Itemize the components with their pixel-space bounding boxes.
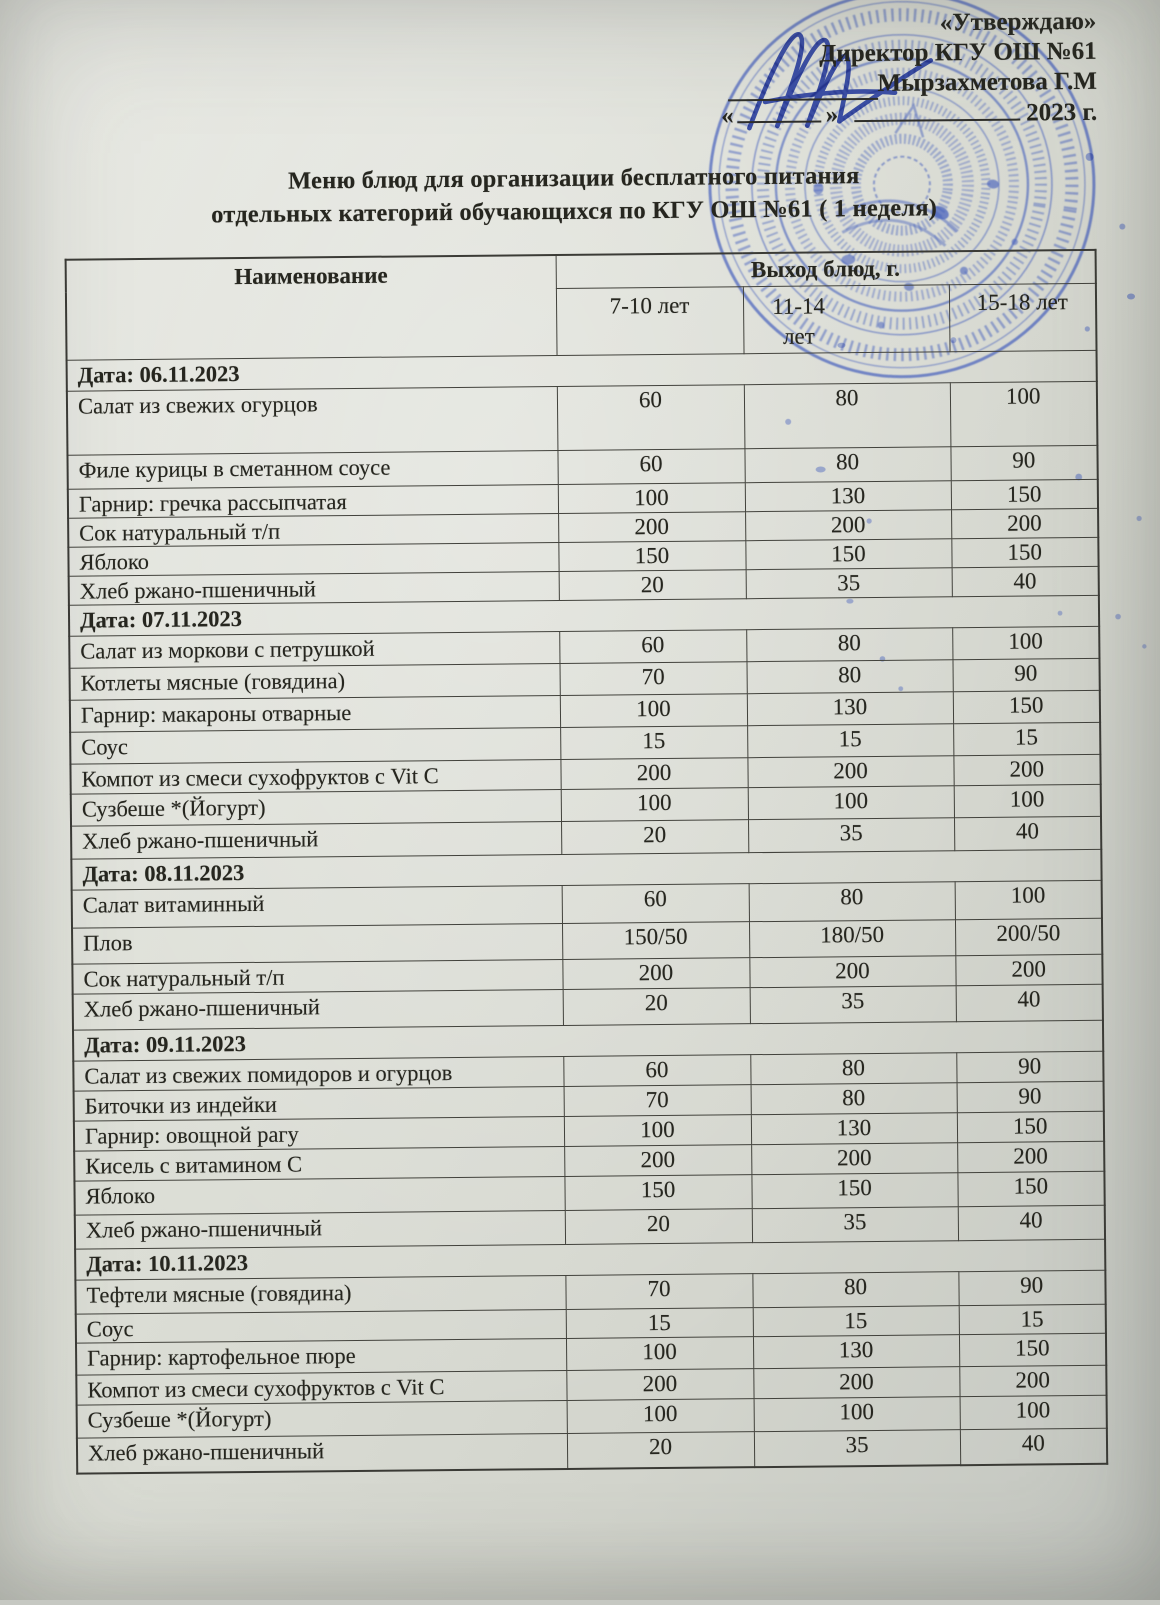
portion-value: 100 [960, 1395, 1107, 1429]
dish-name: Филе курицы в сметанном соусе [67, 450, 557, 489]
portion-value: 20 [567, 1431, 754, 1469]
dish-name: Котлеты мясные (говядина) [70, 663, 560, 700]
portion-value: 70 [564, 1084, 751, 1116]
approval-block [636, 7, 1097, 132]
portion-value: 70 [559, 661, 746, 695]
date-label: Дата: 07.11.2023 [69, 595, 1099, 636]
portion-value: 150 [951, 479, 1098, 509]
portion-value: 35 [748, 817, 954, 852]
portion-value: 130 [747, 691, 953, 725]
portion-value: 150 [564, 1174, 751, 1210]
menu-table [65, 249, 1109, 1475]
date-label: Дата: 08.11.2023 [71, 849, 1101, 890]
dish-name: Гарнир: картофельное пюре [76, 1338, 566, 1375]
portion-value: 80 [746, 627, 952, 661]
portion-value: 80 [744, 446, 950, 482]
portion-value: 200 [957, 1141, 1104, 1172]
portion-value: 90 [957, 1081, 1104, 1112]
date-open-quote: « [721, 102, 734, 130]
portion-value: 200 [959, 1365, 1106, 1396]
portion-value: 200 [955, 954, 1102, 985]
portion-value: 80 [744, 382, 951, 448]
portion-value: 60 [557, 448, 744, 484]
age-group-label: 15-18 лет [976, 288, 1068, 315]
portion-value: 200 [951, 508, 1098, 538]
portion-value: 20 [563, 987, 750, 1025]
dish-name: Гарнир: гречка рассыпчатая [68, 484, 558, 518]
portion-value: 35 [750, 985, 956, 1023]
portion-value: 200 [564, 1144, 751, 1176]
portion-value: 35 [754, 1429, 960, 1467]
date-label: Дата: 06.11.2023 [67, 350, 1097, 391]
portion-value: 100 [950, 381, 1098, 446]
portion-value: 40 [958, 1205, 1105, 1240]
portion-value: 80 [752, 1271, 958, 1307]
dish-name: Плов [72, 923, 562, 964]
column-header-age-11-14 [743, 284, 950, 353]
date-label: Дата: 10.11.2023 [75, 1239, 1105, 1280]
portion-value: 200 [749, 955, 955, 987]
menu-table-body [67, 350, 1108, 1474]
portion-value: 200 [753, 1366, 959, 1398]
dish-name: Хлеб ржано-пшеничный [73, 989, 563, 1030]
portion-value: 90 [958, 1270, 1105, 1305]
portion-value: 20 [561, 819, 748, 854]
portion-value: 100 [561, 787, 748, 821]
portion-value: 130 [745, 480, 951, 511]
portion-value: 200 [560, 757, 747, 789]
portion-value: 200 [566, 1368, 753, 1400]
portion-value: 100 [952, 626, 1099, 659]
column-header-output: Выход блюд, г. [556, 250, 1096, 288]
portion-value: 100 [558, 482, 745, 513]
date-year: 2023 г. [1026, 98, 1098, 127]
dish-name: Соус [76, 1309, 566, 1343]
date-label: Дата: 09.11.2023 [73, 1020, 1103, 1061]
portion-value: 150 [751, 1172, 957, 1208]
dish-name: Кисель с витамином С [74, 1146, 564, 1181]
portion-value: 60 [559, 629, 746, 663]
portion-value: 200 [747, 755, 953, 787]
portion-value: 15 [959, 1304, 1106, 1334]
portion-value: 100 [954, 784, 1101, 817]
dish-name: Гарнир: овощной рагу [74, 1116, 564, 1151]
portion-value: 80 [750, 1052, 956, 1084]
dish-name: Яблоко [68, 542, 558, 576]
column-header-age-7-10 [556, 286, 744, 355]
dish-name: Гарнир: макароны отварные [70, 695, 560, 732]
date-day-blank-line [738, 100, 822, 123]
portion-value: 200 [953, 754, 1100, 785]
date-month-blank-line [854, 99, 1020, 123]
age-group-label: 11-14 лет [772, 292, 826, 349]
portion-value: 150 [745, 538, 951, 569]
dish-name: Компот из смеси сухофруктов с Vit C [76, 1370, 566, 1405]
page-title-line1: Меню блюд для организации бесплатного питания [287, 162, 860, 195]
dish-name: Салат из свежих помидоров и огурцов [73, 1056, 563, 1091]
portion-value: 150 [959, 1333, 1106, 1366]
date-close-quote: » [825, 101, 839, 129]
dish-name: Хлеб ржано-пшеничный [71, 821, 561, 859]
portion-value: 35 [752, 1206, 958, 1242]
dish-name: Сузбеше *(Йогурт) [71, 789, 561, 826]
page-title [59, 157, 1090, 233]
portion-value: 150 [953, 690, 1100, 723]
page-title-line2: отдельных категорий обучающихся по КГУ ОШ №61 ( 1 неделя) [211, 194, 938, 229]
dish-name: Салат из свежих огурцов [67, 386, 558, 455]
portion-value: 80 [749, 881, 955, 921]
dish-name: Сок натуральный т/п [72, 959, 562, 994]
portion-value: 130 [753, 1334, 959, 1368]
approval-date-line [637, 98, 1097, 132]
portion-value: 150 [558, 540, 745, 571]
portion-value: 100 [955, 880, 1102, 919]
dish-name: Соус [70, 727, 560, 764]
portion-value: 15 [747, 723, 953, 757]
portion-value: 100 [566, 1336, 753, 1370]
portion-value: 35 [746, 567, 952, 598]
portion-value: 100 [567, 1398, 754, 1433]
approval-director-name: Мырзахметова Г.М [877, 67, 1098, 97]
dish-name: Биточки из индейки [74, 1086, 564, 1121]
portion-value: 200 [558, 511, 745, 542]
portion-value: 60 [557, 384, 745, 450]
dish-name: Салат витаминный [72, 885, 562, 928]
approval-director-title: Директор КГУ ОШ №61 [819, 37, 1097, 68]
portion-value: 150 [957, 1111, 1104, 1142]
portion-value: 90 [950, 445, 1097, 480]
age-group-label: 7-10 лет [609, 292, 690, 318]
portion-value: 80 [746, 659, 952, 693]
column-header-age-15-18 [949, 283, 1097, 351]
portion-value: 200/50 [955, 918, 1102, 955]
menu-row [67, 381, 1098, 455]
dish-name: Хлеб ржано-пшеничный [69, 571, 559, 605]
portion-value: 200 [745, 509, 951, 540]
dish-name: Сузбеше *(Йогурт) [77, 1400, 567, 1438]
portion-value: 15 [566, 1307, 753, 1338]
dish-name: Хлеб ржано-пшеничный [77, 1433, 567, 1474]
dish-name: Тефтели мясные (говядина) [75, 1275, 565, 1314]
portion-value: 60 [563, 1054, 750, 1086]
portion-value: 200 [751, 1142, 957, 1174]
portion-value: 100 [564, 1114, 751, 1146]
dish-name: Хлеб ржано-пшеничный [75, 1210, 565, 1249]
portion-value: 20 [565, 1208, 752, 1244]
portion-value: 150 [957, 1171, 1104, 1206]
portion-value: 150/50 [562, 921, 749, 959]
portion-value: 150 [951, 537, 1098, 567]
portion-value: 80 [751, 1082, 957, 1114]
menu-table-header [66, 250, 1097, 360]
portion-value: 200 [562, 957, 749, 989]
portion-value: 60 [562, 883, 749, 923]
dish-name: Яблоко [74, 1176, 564, 1215]
portion-value: 90 [952, 658, 1099, 691]
portion-value: 100 [560, 693, 747, 727]
portion-value: 15 [753, 1305, 959, 1336]
column-header-name: Наименование [66, 255, 557, 360]
portion-value: 40 [954, 816, 1101, 850]
portion-value: 180/50 [749, 919, 955, 957]
dish-name: Сок натуральный т/п [68, 513, 558, 547]
portion-value: 15 [560, 725, 747, 759]
portion-value: 130 [751, 1112, 957, 1144]
portion-value: 40 [960, 1428, 1107, 1465]
portion-value: 100 [754, 1396, 960, 1431]
dish-name: Салат из моркови с петрушкой [69, 631, 559, 668]
portion-value: 40 [956, 984, 1103, 1021]
approval-label: «Утверждаю» [939, 7, 1097, 37]
portion-value: 90 [956, 1051, 1103, 1082]
portion-value: 20 [559, 569, 746, 600]
portion-value: 40 [952, 566, 1099, 596]
portion-value: 15 [953, 722, 1100, 755]
dish-name: Компот из смеси сухофруктов с Vit C [70, 759, 560, 794]
portion-value: 100 [748, 785, 954, 819]
portion-value: 70 [565, 1273, 752, 1309]
